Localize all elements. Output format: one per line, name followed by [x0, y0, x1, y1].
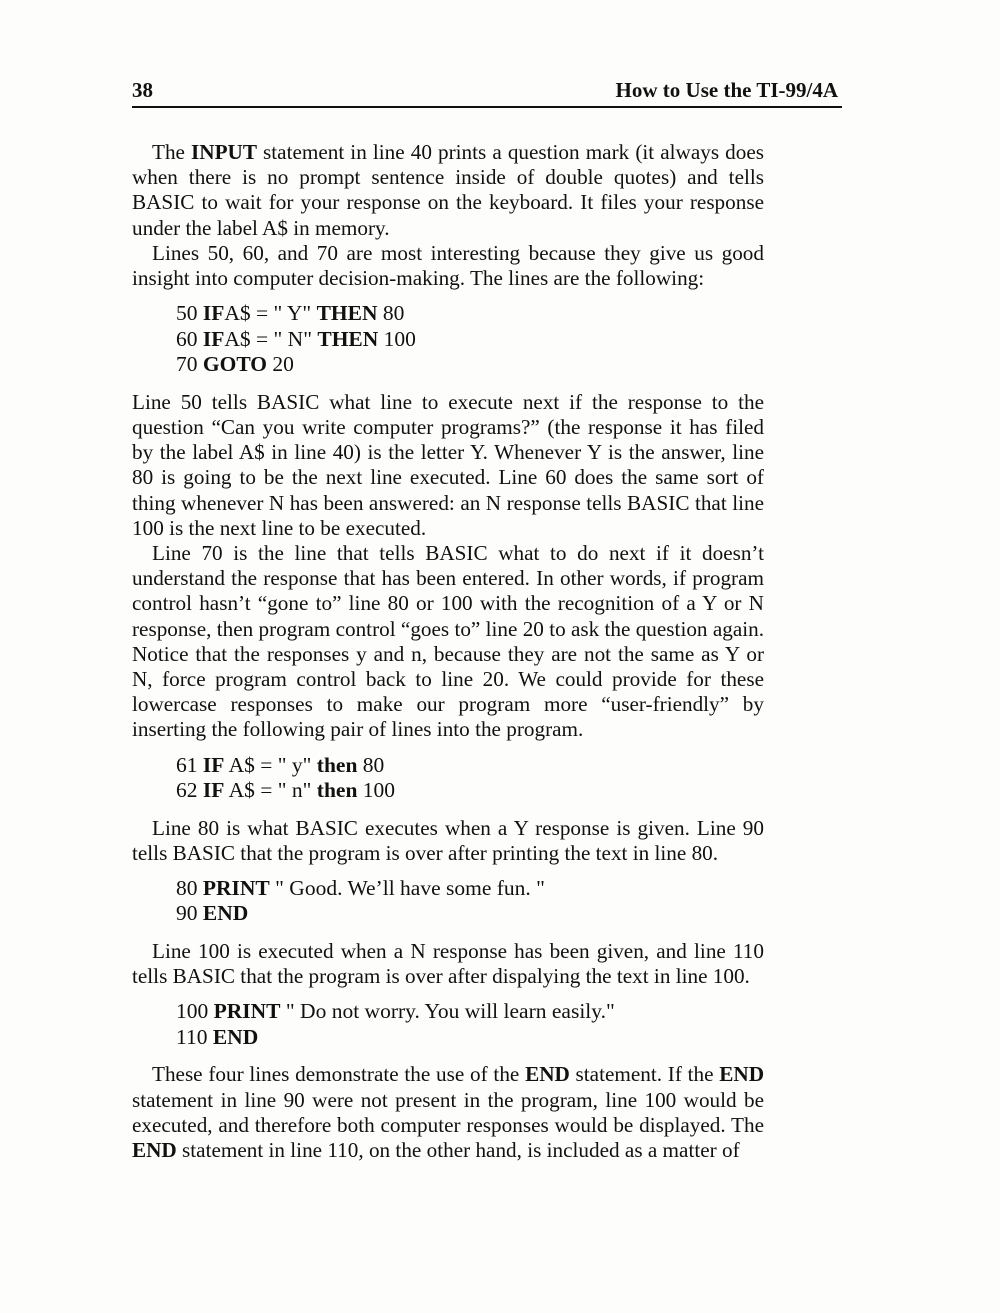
keyword-then: THEN	[317, 326, 379, 351]
code-text: 20	[267, 352, 294, 377]
paragraph-end-statement	[132, 1062, 764, 1163]
code-text: A$ = " N"	[224, 326, 318, 351]
code-line-50	[176, 301, 764, 327]
keyword-end: END	[719, 1062, 764, 1087]
page-number: 38	[132, 78, 153, 102]
keyword-then: then	[316, 752, 358, 777]
code-line-100	[176, 999, 764, 1025]
keyword-end: END	[525, 1062, 570, 1087]
text-run: statement in line 40 prints a question mark (it always does when there is no prompt sentence inside of double quotes) and tells BASIC to wait for your response on the keyboard. It files your response under the label A$ in memory.	[132, 140, 764, 240]
paragraph-line-70-explained: Line 70 is the line that tells BASIC what to do next if it doesn’t understand the response that has been entered. In other words, if program control hasn’t “gone to” line 80 or 100 with the recognition of a Y or N response, then program control “goes to” line 20 to ask the question again. Notice that the responses y and n, because they are not the same as Y or N, force program control back to line 20. We could provide for these lowercase responses to make our program more “user-friendly” by inserting the following pair of lines into the program.	[132, 540, 764, 742]
paragraph-line-100-explained: Line 100 is executed when a N response has been given, and line 110 tells BASIC that the program is over after dispalying the text in line 100.	[132, 938, 764, 989]
keyword-input: INPUT	[191, 140, 257, 164]
keyword-end: END	[202, 901, 249, 926]
code-text: 100	[378, 326, 416, 351]
keyword-then: then	[316, 778, 358, 803]
code-text: A$ = " y"	[224, 752, 317, 777]
code-line-90	[176, 901, 764, 927]
page-body	[132, 140, 764, 1163]
paragraph-lines-50-70: Lines 50, 60, and 70 are most interesting because they give us good insight into computer decision-making. The lines are the following:	[132, 240, 764, 291]
code-text: A$ = " n"	[224, 778, 317, 803]
keyword-goto: GOTO	[202, 352, 267, 377]
line-number: 62	[176, 778, 203, 803]
line-number: 50	[176, 301, 203, 326]
code-line-110	[176, 1025, 764, 1051]
code-block-lowercase	[176, 753, 764, 804]
code-block-no-branch	[176, 999, 764, 1050]
line-number: 80	[176, 875, 203, 900]
code-text: 80	[357, 752, 385, 777]
keyword-if: IF	[202, 778, 225, 803]
code-text: 100	[357, 778, 396, 803]
line-number: 110	[176, 1024, 213, 1049]
code-line-80	[176, 876, 764, 902]
code-block-decision	[176, 301, 764, 378]
code-text: " Good. We’ll have some fun. "	[269, 875, 545, 900]
text-run: statement in line 110, on the other hand, is included as a matter of	[176, 1137, 740, 1162]
running-title: How to Use the TI-99/4A	[615, 78, 838, 102]
page-header	[132, 76, 842, 108]
code-line-62	[176, 778, 764, 804]
paragraph-line-80-explained: Line 80 is what BASIC executes when a Y response is given. Line 90 tells BASIC that the program is over after printing the text in line 80.	[132, 815, 764, 865]
code-block-yes-branch	[176, 876, 764, 927]
keyword-end: END	[132, 1137, 177, 1162]
keyword-then: THEN	[316, 301, 378, 326]
line-number: 90	[176, 901, 203, 926]
code-text: 80	[377, 301, 405, 326]
keyword-if: IF	[202, 301, 225, 326]
keyword-print: PRINT	[213, 999, 281, 1024]
code-line-61	[176, 753, 764, 779]
line-number: 100	[176, 999, 214, 1024]
keyword-if: IF	[202, 326, 225, 351]
text-run: statement. If the	[569, 1062, 720, 1087]
code-text: " Do not worry. You will learn easily."	[280, 999, 615, 1024]
line-number: 61	[176, 752, 203, 777]
line-number: 70	[176, 352, 203, 377]
line-number: 60	[176, 326, 203, 351]
code-text: A$ = " Y"	[224, 301, 317, 326]
paragraph-line-50-explained: Line 50 tells BASIC what line to execute next if the response to the question “Can you write computer programs?” (the response it has filed by the label A$ in line 40) is the letter Y. Whenever Y is the answer, line 80 is going to be the next line executed. Line 60 does the same sort of thing whenever N has been answered: an N response tells BASIC that line 100 is the next line to be executed.	[132, 389, 764, 540]
paragraph-input-statement	[132, 140, 764, 241]
code-line-70	[176, 352, 764, 378]
text-run: These four lines demonstrate the use of the	[152, 1062, 526, 1087]
keyword-if: IF	[202, 752, 225, 777]
keyword-print: PRINT	[202, 875, 270, 900]
text-run: statement in line 90 were not present in the program, line 100 would be executed, and therefore both computer responses would be displayed. The	[132, 1087, 764, 1137]
code-line-60	[176, 327, 764, 353]
keyword-end: END	[212, 1024, 259, 1049]
text-run: The	[152, 140, 192, 164]
